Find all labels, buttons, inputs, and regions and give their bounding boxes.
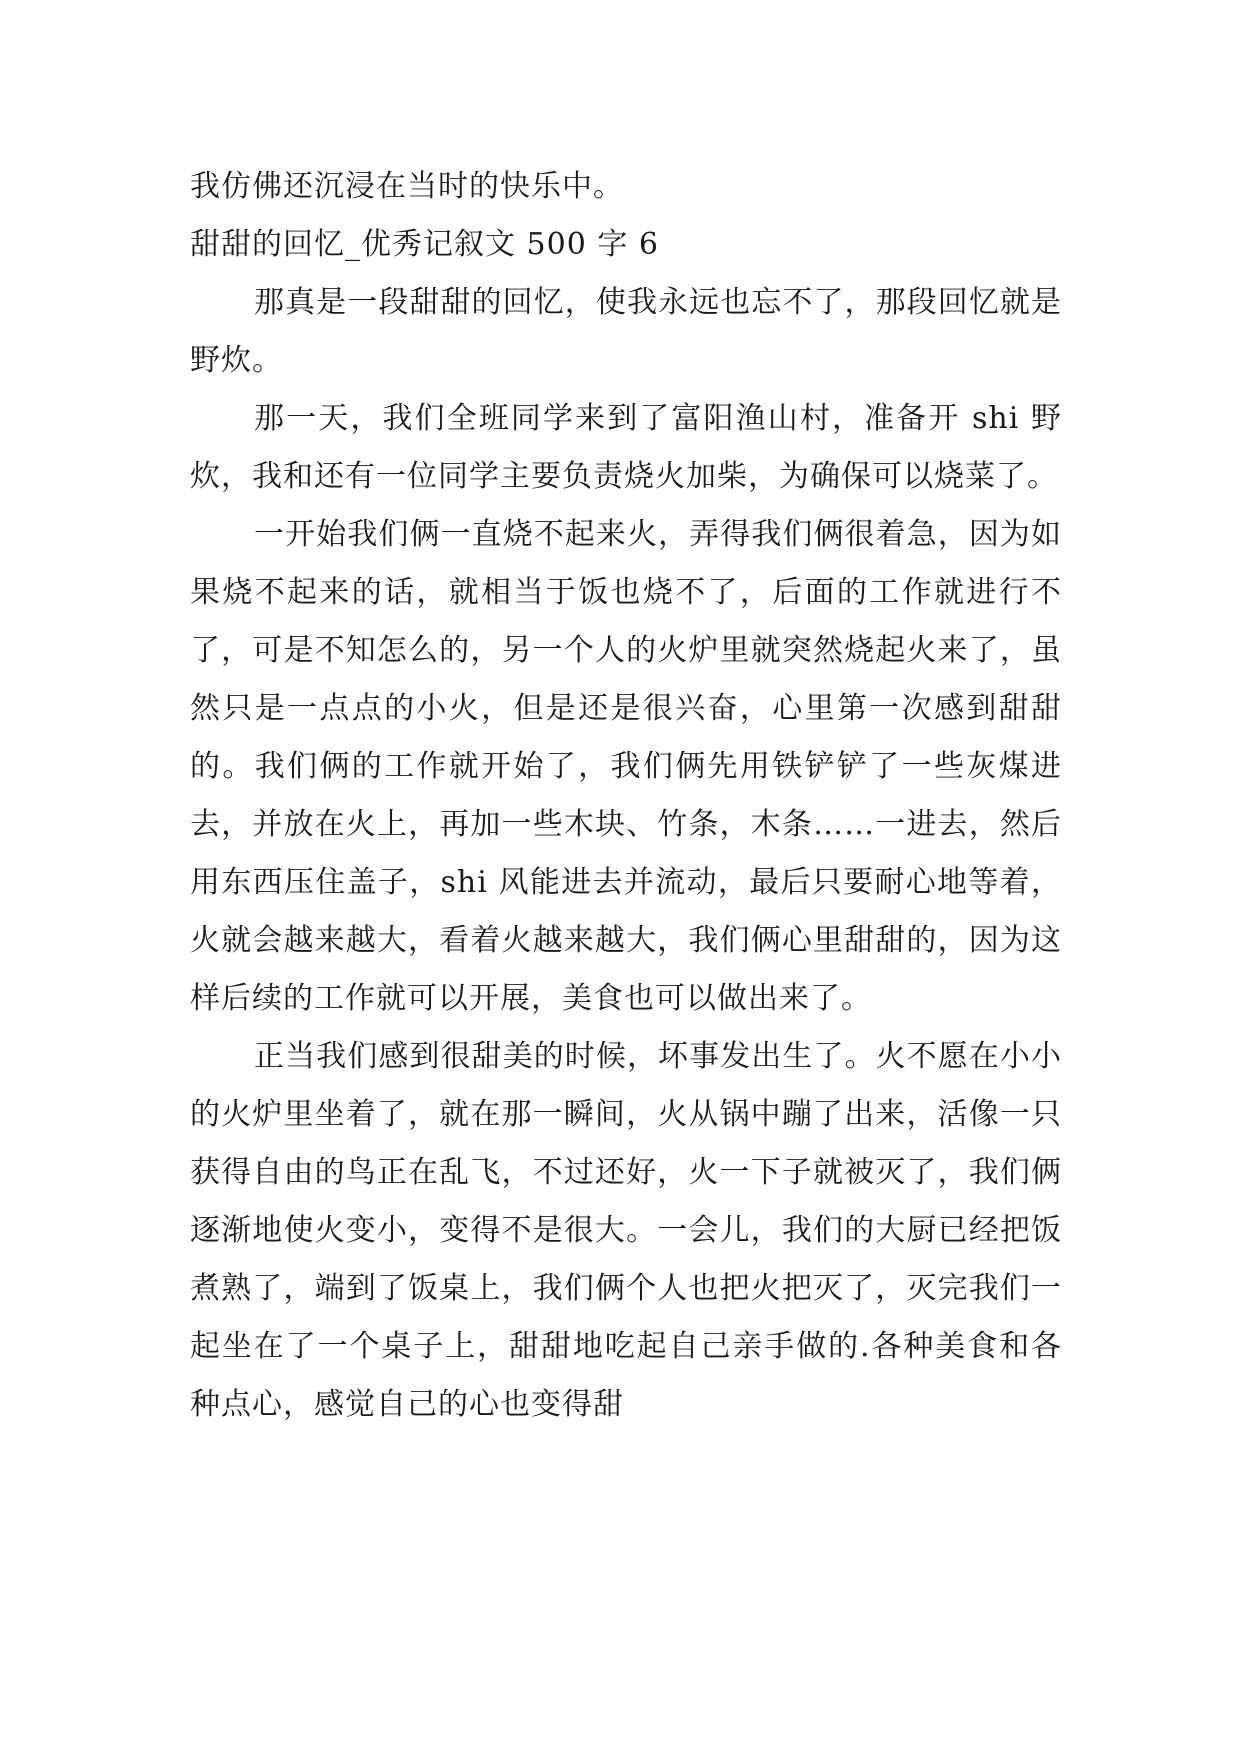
document-body	[190, 158, 1062, 1434]
paragraph-3: 一开始我们俩一直烧不起来火，弄得我们俩很着急，因为如果烧不起来的话，就相当于饭也烧不了，后面的工作就进行不了，可是不知怎么的，另一个人的火炉里就突然烧起火来了，虽然只是一点点的小火，但是还是很兴奋，心里第一次感到甜甜的。我们俩的工作就开始了，我们俩先用铁铲铲了一些灰煤进去，并放在火上，再加一些木块、竹条，木条……一进去，然后用东西压住盖子，shi 风能进去并流动，最后只要耐心地等着，火就会越来越大，看着火越来越大，我们俩心里甜甜的，因为这样后续的工作就可以开展，美食也可以做出来了。	[190, 517, 1062, 1016]
paragraph-2: 那一天，我们全班同学来到了富阳渔山村，准备开 shi 野炊，我和还有一位同学主要负责烧火加柴，为确保可以烧菜了。	[190, 401, 1062, 494]
lead-line: 我仿佛还沉浸在当时的快乐中。	[190, 169, 624, 204]
paragraph-1: 那真是一段甜甜的回忆，使我永远也忘不了，那段回忆就是野炊。	[190, 285, 1062, 378]
paragraph-4: 正当我们感到很甜美的时候，坏事发出生了。火不愿在小小的火炉里坐着了，就在那一瞬间，火从锅中蹦了出来，活像一只获得自由的鸟正在乱飞，不过还好，火一下子就被灭了，我们俩逐渐地使火变小，变得不是很大。一会儿，我们的大厨已经把饭煮熟了，端到了饭桌上，我们俩个人也把火把灭了，灭完我们一起坐在了一个桌子上，甜甜地吃起自己亲手做的.各种美食和各种点心，感觉自己的心也变得甜	[190, 1039, 1062, 1422]
essay-heading: 甜甜的回忆_优秀记叙文 500 字 6	[190, 227, 659, 262]
